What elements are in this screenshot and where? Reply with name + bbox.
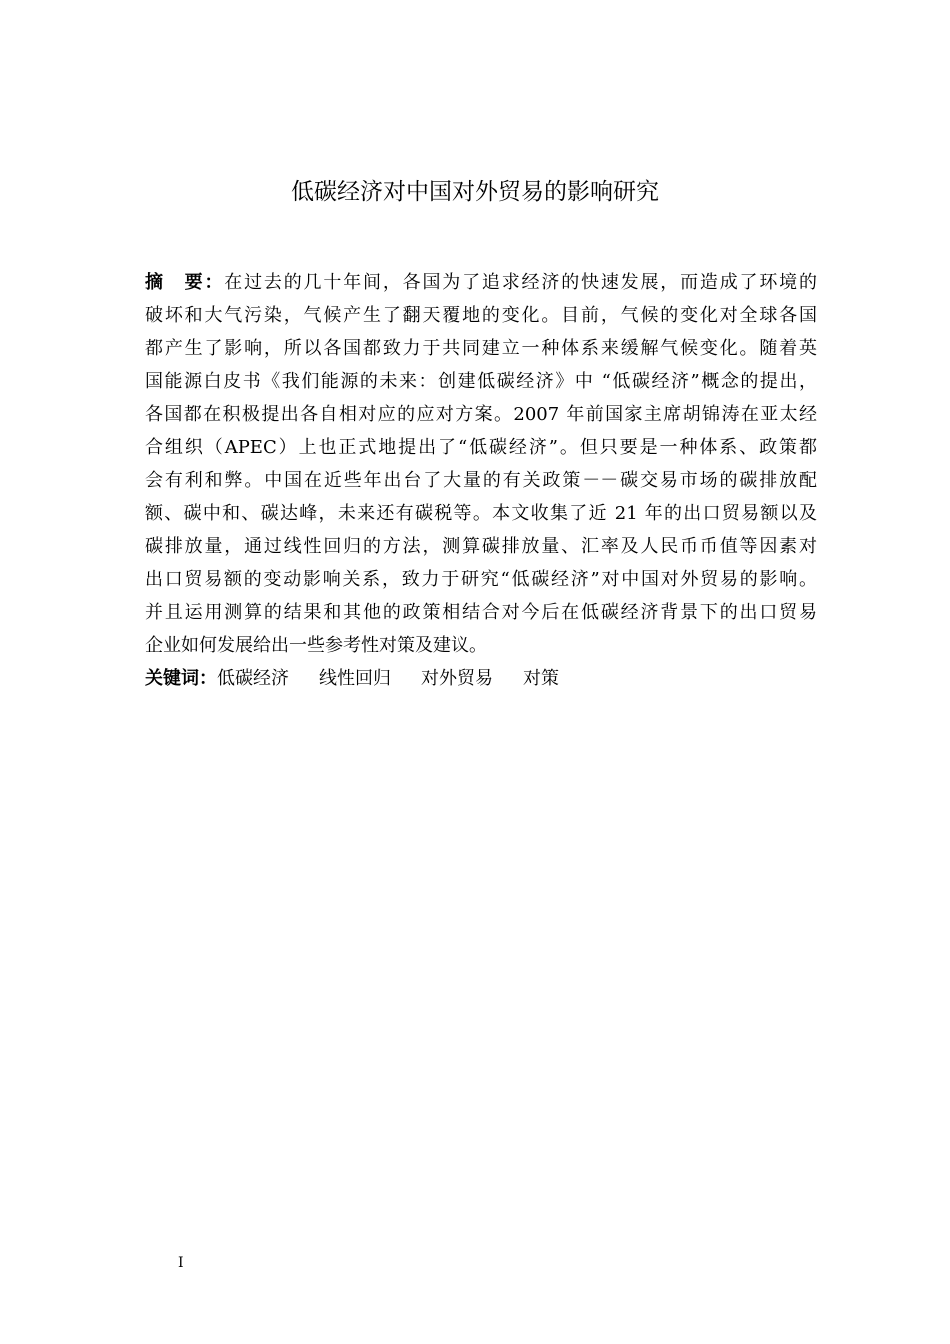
abstract-line: 并且运用测算的结果和其他的政策相结合对今后在低碳经济背景下的出口贸易 xyxy=(145,602,817,623)
abstract-line: 合组织（APEC）上也正式地提出了“低碳经济”。但只要是一种体系、政策都 xyxy=(145,437,817,458)
abstract-line: 各国都在积极提出各自相对应的应对方案。2007 年前国家主席胡锦涛在亚太经 xyxy=(145,404,817,425)
abstract-line xyxy=(145,266,817,299)
abstract-line: 都产生了影响，所以各国都致力于共同建立一种体系来缓解气候变化。随着英 xyxy=(145,338,817,359)
keywords-label: 关键词： xyxy=(145,668,217,689)
document-title: 低碳经济对中国对外贸易的影响研究 xyxy=(291,179,659,205)
abstract-text: 在过去的几十年间，各国为了追求经济的快速发展，而造成了环境的 xyxy=(224,272,818,293)
keyword: 线性回归 xyxy=(319,668,391,689)
keyword: 对策 xyxy=(523,668,559,689)
keywords-line xyxy=(145,662,817,695)
abstract-line: 会有利和弊。中国在近些年出台了大量的有关政策－－碳交易市场的碳排放配 xyxy=(145,470,817,491)
abstract-line: 碳排放量，通过线性回归的方法，测算碳排放量、汇率及人民币币值等因素对 xyxy=(145,536,817,557)
abstract-line: 国能源白皮书《我们能源的未来：创建低碳经济》中 “低碳经济”概念的提出， xyxy=(145,371,817,392)
abstract-label: 摘 要： xyxy=(145,272,225,293)
abstract-line: 企业如何发展给出一些参考性对策及建议。 xyxy=(145,635,487,656)
page-number: I xyxy=(178,1255,184,1271)
abstract-line: 破坏和大气污染，气候产生了翻天覆地的变化。目前，气候的变化对全球各国 xyxy=(145,305,817,326)
abstract-section xyxy=(145,266,817,695)
keyword: 低碳经济 xyxy=(217,668,289,689)
abstract-line: 出口贸易额的变动影响关系，致力于研究“低碳经济”对中国对外贸易的影响。 xyxy=(145,569,817,590)
abstract-line: 额、碳中和、碳达峰，未来还有碳税等。本文收集了近 21 年的出口贸易额以及 xyxy=(145,503,817,524)
keyword: 对外贸易 xyxy=(421,668,493,689)
